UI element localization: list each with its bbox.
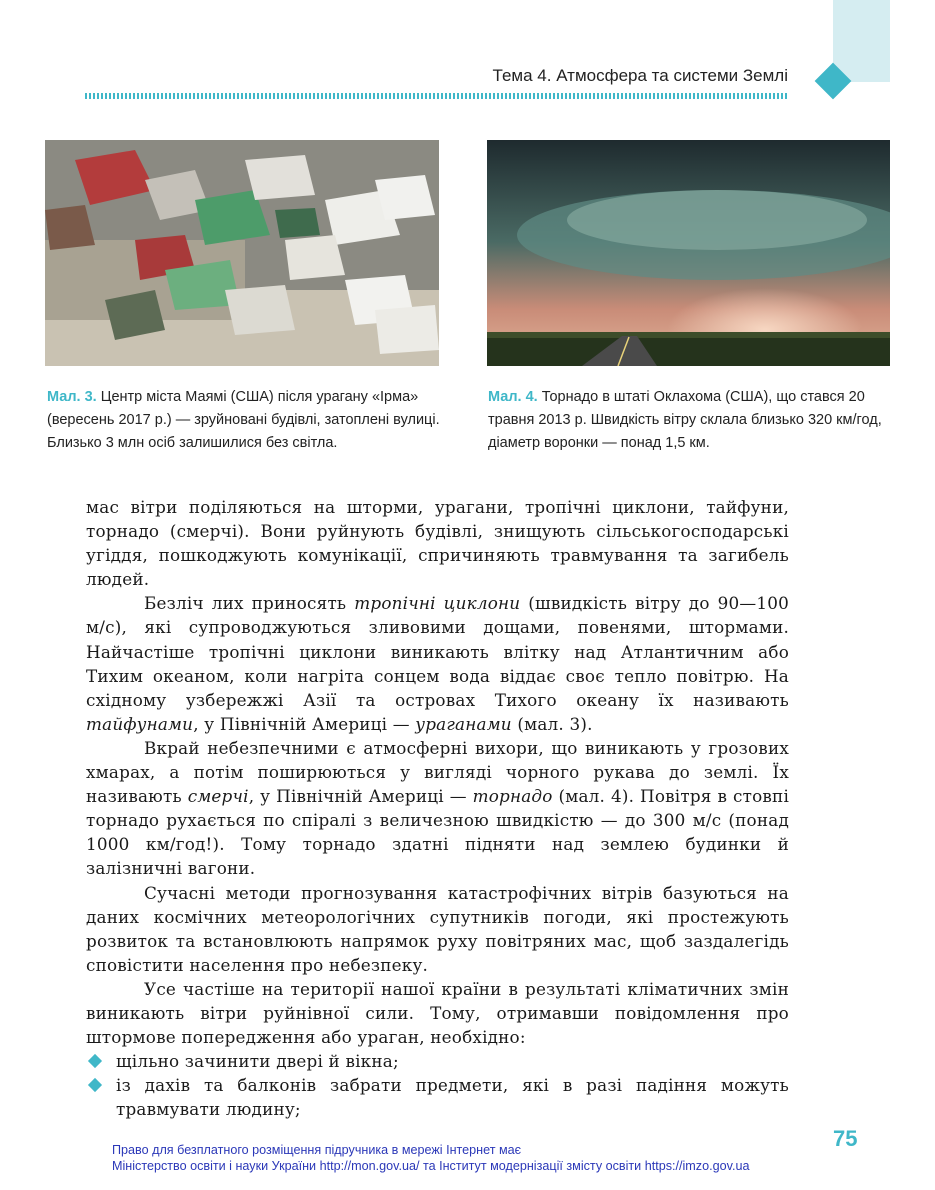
text-run: Вкрай небезпечними є атмосферні вихори, що виникають у грозових хмарах, а потім поширюються у вигляді чорного рукава до землі. Їх називають (86, 737, 789, 807)
footer-notice (112, 1142, 832, 1174)
text-run: (мал. 4). Повітря в стовпі торнадо рухається по спіралі з величезною швидкістю — до 300 м/с (понад 1000 км/год!). Тому торнадо здатні підняти над землею будинки й залізничні вагони. (86, 786, 790, 879)
page-number: 75 (833, 1126, 858, 1151)
figure-caption-text: Центр міста Маямі (США) після урагану «Ірма» (вересень 2017 р.) — зруйновані будівлі, затоплені вулиці. Близько 3 млн осіб залишилися без світла. (47, 389, 440, 451)
figure-caption-3 (47, 386, 442, 455)
list-item-text: із дахів та балконів забрати предмети, які в разі падіння можуть травмувати людину; (116, 1075, 789, 1120)
paragraph: Сучасні методи прогнозування катастрофічних вітрів базуються на даних космічних метеорологічних супутників погоди, які простежують розвиток та встановлюють напрямок руху повітряних мас, щоб заздалегідь сповістити населення про небезпеку. (86, 882, 789, 975)
figure-caption-text: Торнадо в штаті Оклахома (США), що стався 20 травня 2013 р. Швидкість вітру склала близько 320 км/год, діаметр воронки — понад 1,5 км. (488, 389, 882, 451)
corner-tab (833, 0, 890, 82)
paragraph: мас вітри поділяються на шторми, урагани, тропічні циклони, тайфуни, торнадо (смерчі). Вони руйнують будівлі, знищують сільськогосподарські угіддя, пошкоджують комунікації, спричиняють травмування та загибель людей. (86, 497, 789, 590)
paragraph (86, 736, 789, 881)
chapter-title: Тема 4. Атмосфера та системи Землі (492, 66, 788, 85)
diamond-bullet-icon (88, 1054, 102, 1068)
text-run: Безліч лих приносять (144, 593, 355, 614)
diamond-bullet-icon (88, 1078, 102, 1092)
footer-line: Право для безплатного розміщення підручника в мережі Інтернет має (112, 1143, 522, 1157)
tornado-photo (487, 140, 890, 366)
list-item (86, 1073, 789, 1121)
italic-term: тайфунами (86, 713, 194, 734)
italic-term: ураганами (415, 713, 512, 734)
footer-line: Міністерство освіти і науки України http://mon.gov.ua/ та Інститут модернізації змісту освіти https://imzo.gov.ua (112, 1159, 750, 1173)
paragraph (86, 591, 789, 736)
paragraph: Усе частіше на території нашої країни в результаті кліматичних змін виникають вітри руйнівної сили. Тому, отримавши повідомлення про штормове попередження або ураган, необхідно: (86, 978, 789, 1048)
list-item (86, 1049, 789, 1073)
italic-term: тропічні циклони (354, 593, 521, 614)
bullet-list (86, 1049, 789, 1121)
text-run: (мал. 3). (511, 713, 593, 734)
text-run: , у Північній Америці — (248, 786, 473, 807)
italic-term: смерчі (187, 786, 249, 807)
text-run: , у Північній Америці — (193, 713, 416, 734)
text-run: (швидкість вітру до 90—100 м/с), які супроводжуються зливовими дощами, повенями, штормами. Найчастіше тропічні циклони виникають влітку над Атлантичним або Тихим океаном, коли нагріта сонцем вода віддає своє тепло повітрю. На східному узбережжі Азії та островах Тихого океану їх називають (86, 593, 790, 710)
figure-caption-4 (488, 386, 883, 455)
list-item-text: щільно зачинити двері й вікна; (116, 1051, 399, 1072)
hurricane-damage-photo (45, 140, 439, 366)
figure-label: Мал. 3. (47, 389, 97, 405)
main-text (86, 495, 789, 1121)
header-dotted-rule (85, 93, 788, 99)
italic-term: торнадо (472, 786, 553, 807)
figure-label: Мал. 4. (488, 389, 538, 405)
